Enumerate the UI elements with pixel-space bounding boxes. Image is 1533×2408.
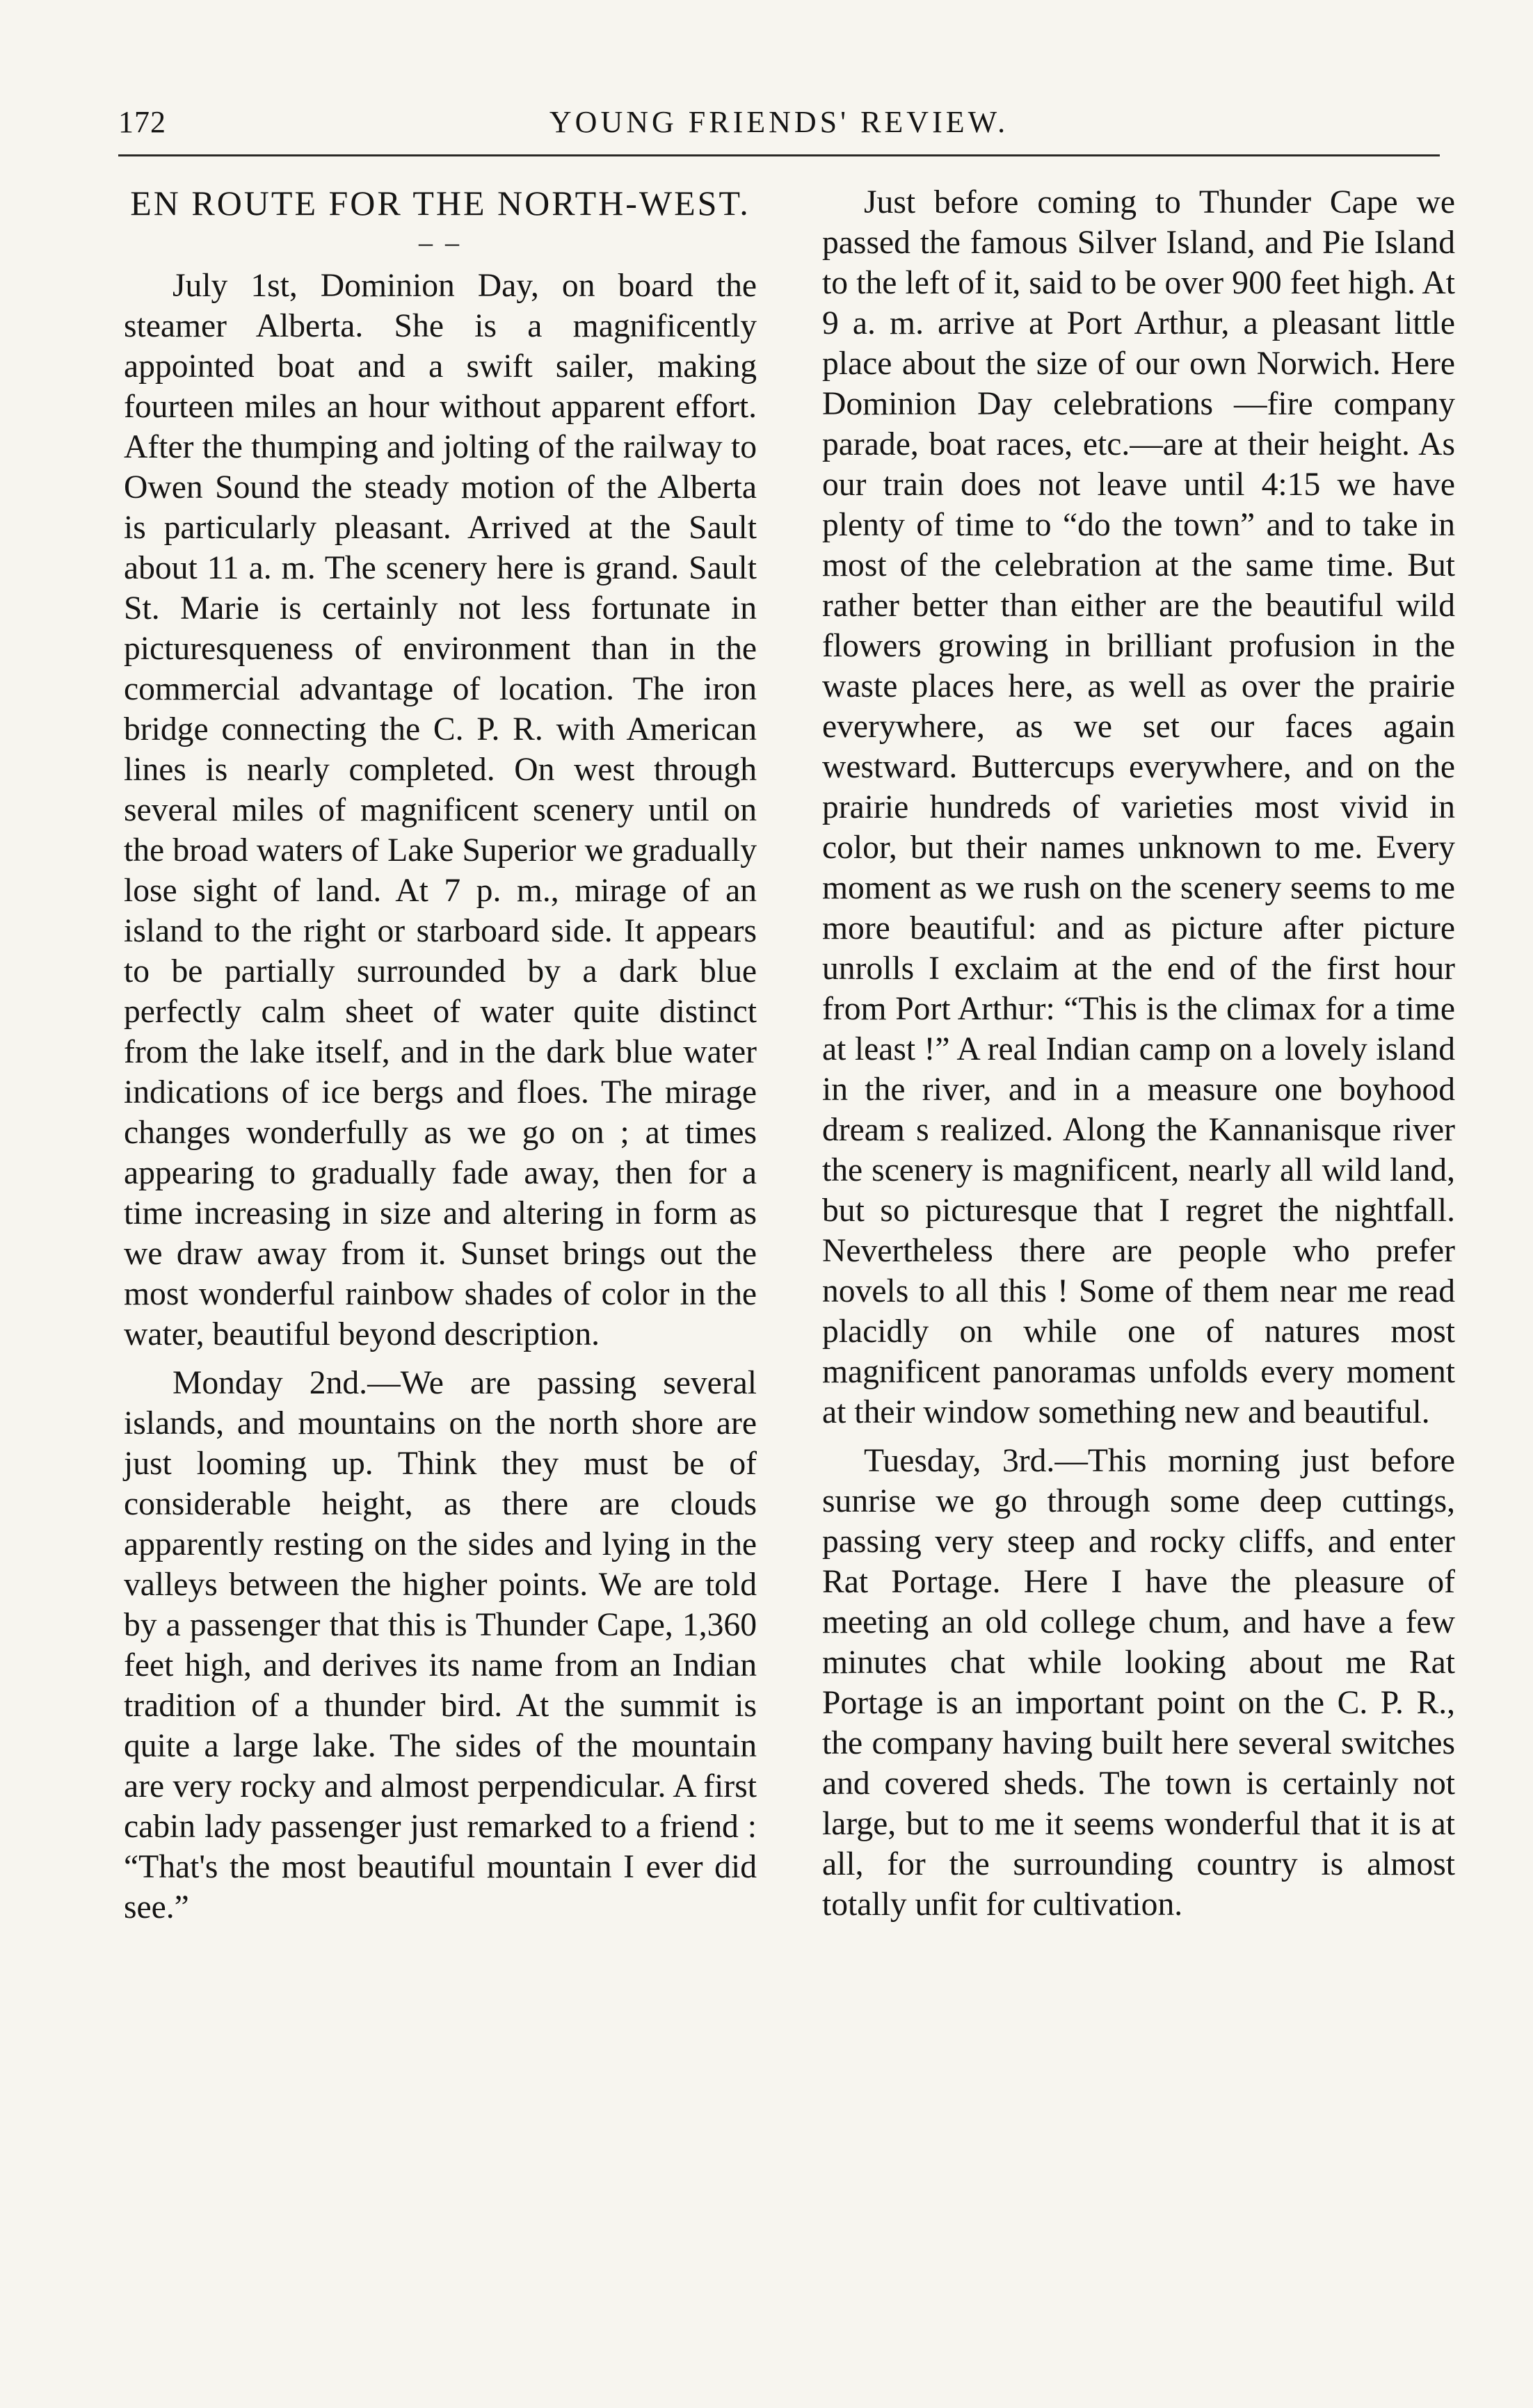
paragraph-monday: Monday 2nd.—We are passing several islands, and mountains on the north shore are just looming up. Think they must be of considerable height, as there are clouds apparently resting on the sides and lying in the valleys between the higher points. We are told by a passenger that this is Thunder Cape, 1,360 feet high, and derives its name from an Indian tradition of a thunder bird. At the summit is quite a large lake. The sides of the mountain are very rocky and almost perpendicular. A first cabin lady passenger just remarked to a friend : “That's the most beautiful mountain I ever did see.” — [124, 1365, 757, 1925]
paragraph-tuesday: Tuesday, 3rd.—This morning just before sunrise we go through some deep cuttings, passing very steep and rocky cliffs, and enter Rat Portage. Here I have the pleasure of meeting an old college chum, and have a few minutes chat while looking about me Rat Portage is an important point on the C. P. R., the company having built here several switches and covered sheds. The town is certainly not large, but to me it seems wonderful that it is at all, for the surrounding country is almost totally unfit for cultivation. — [822, 1443, 1455, 1923]
left-column — [124, 182, 757, 1936]
page-header — [118, 104, 1440, 160]
right-column — [822, 182, 1455, 1933]
header-rule — [118, 154, 1440, 156]
page-number: 172 — [118, 105, 166, 139]
paragraph-thunder-cape: Just before coming to Thunder Cape we passed the famous Silver Island, and Pie Island to the left of it, said to be over 900 feet high. At 9 a. m. arrive at Port Arthur, a pleasant little place about the size of our own Norwich. Here Dominion Day celebrations —fire company parade, boat races, etc.—are at their height. As our train does not leave until 4:15 we have plenty of time to “do the town” and to take in most of the celebration at the same time. But rather better than either are the beautiful wild flowers growing in brilliant profusion in the waste places here, as well as over the prairie everywhere, as we set our faces again westward. Buttercups everywhere, and on the prairie hundreds of varieties most vivid in color, but their names unknown to me. Every moment as we rush on the scenery seems to me more beautiful: and as picture after picture unrolls I exclaim at the end of the first hour from Port Arthur: “This is the climax for a time at least !” A real Indian camp on a lovely island in the river, and in a measure one boyhood dream s realized. Along the Kannanisque river the scenery is magnificent, nearly all wild land, but so picturesque that I regret the nightfall. Nevertheless there are people who prefer novels to all this ! Some of them near me read placidly on while one of natures most magnificent panoramas unfolds every moment at their window something new and beautiful. — [822, 184, 1455, 1430]
paragraph-dominion-day: July 1st, Dominion Day, on board the steamer Alberta. She is a magnificently appointed boat and a swift sailer, making fourteen miles an hour without apparent effort. After the thumping and jolting of the railway to Owen Sound the steady motion of the Alberta is particularly pleasant. Arrived at the Sault about 11 a. m. The scenery here is grand. Sault St. Marie is certainly not less fortunate in picturesqueness of environment than in the commercial advantage of location. The iron bridge connecting the C. P. R. with American lines is nearly completed. On west through several miles of magnificent scenery until on the broad waters of Lake Superior we gradually lose sight of land. At 7 p. m., mirage of an island to the right or starboard side. It appears to be partially surrounded by a dark blue perfectly calm sheet of water quite distinct from the lake itself, and in the dark blue water indications of ice bergs and floes. The mirage changes wonderfully as we go on ; at times appearing to gradually fade away, then for a time increasing in size and altering in form as we draw away from it. Sunset brings out the most wonderful rainbow shades of color in the water, beautiful beyond description. — [124, 268, 757, 1352]
title-dash: – – — [419, 227, 462, 258]
running-title: YOUNG FRIENDS' REVIEW. — [549, 105, 1009, 139]
article-title: EN ROUTE FOR THE NORTH-WEST. — [130, 184, 751, 223]
